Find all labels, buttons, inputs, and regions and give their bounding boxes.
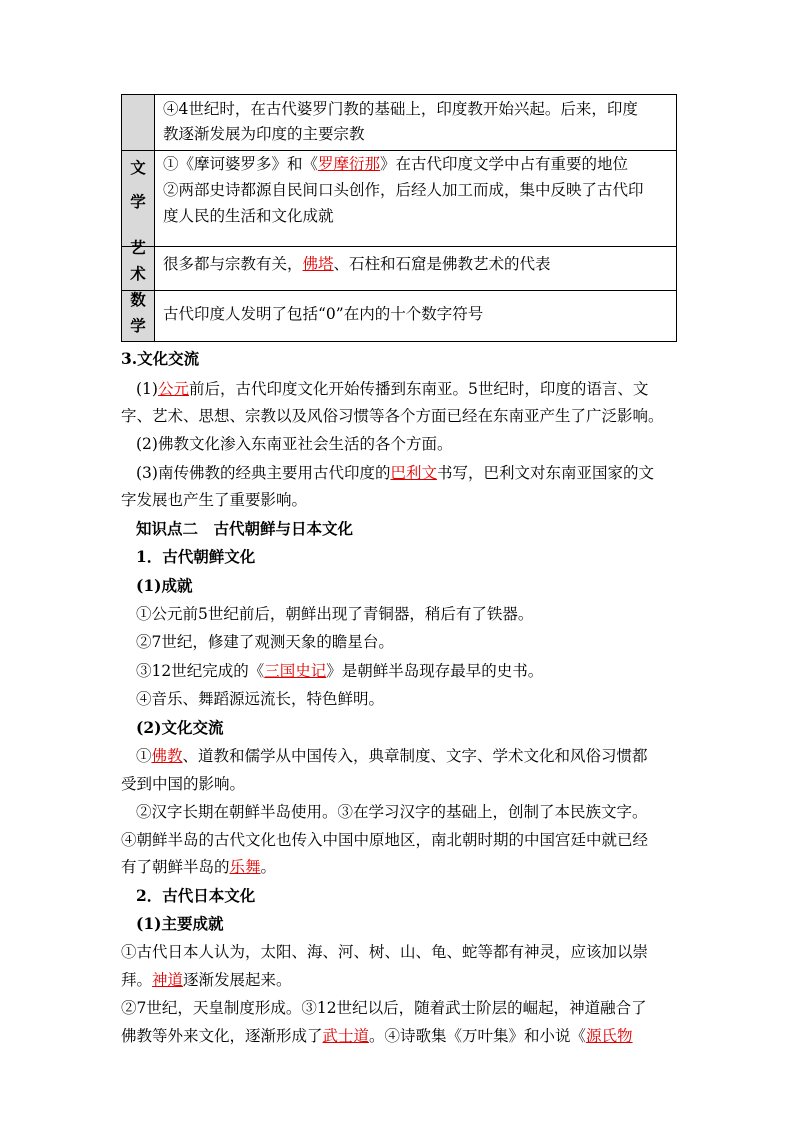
text-run: 佛教等外来文化，逐渐形成了 (121, 1027, 323, 1045)
section-heading (136, 718, 223, 738)
paragraph-line (121, 998, 647, 1018)
paragraph-line (121, 774, 245, 794)
paragraph-line (121, 942, 648, 962)
text-run: 2．古代日本文化 (136, 886, 256, 905)
text-run: 度人民的生活和文化成就 (163, 207, 334, 225)
section-heading (136, 576, 192, 596)
text-run: 字、艺术、思想、宗教以及风俗习惯等各个方面已经在东南亚产生了广泛影响。 (121, 407, 664, 425)
keyword-highlight: 武士道 (322, 1027, 370, 1045)
text-run: ②两部史诗都源自民间口头创作，后经人加工而成，集中反映了古代印 (163, 181, 644, 199)
paragraph-line (136, 434, 452, 454)
text-run: ④朝鲜半岛的古代文化也传入中国中原地区，南北朝时期的中国宫廷中就已经 (121, 831, 649, 849)
paragraph-line (121, 830, 648, 850)
paragraph-line (121, 1026, 633, 1046)
section-heading (121, 349, 199, 369)
text-run: 有了朝鲜半岛的 (121, 858, 230, 876)
table-header-cell (122, 95, 154, 150)
text-run: 1．古代朝鲜文化 (136, 547, 256, 566)
table-cell-line (163, 180, 644, 200)
text-run: ②7世纪，修建了观测天象的瞻星台。 (136, 633, 394, 651)
paragraph-line (121, 406, 664, 426)
paragraph-line (136, 632, 394, 652)
text-run: (1)成就 (136, 576, 193, 595)
table-border (676, 94, 677, 342)
paragraph-line (121, 857, 276, 877)
text-run: (2)佛教文化渗入东南亚社会生活的各个方面。 (136, 435, 453, 453)
section-heading (136, 519, 353, 539)
paragraph-line (136, 802, 648, 822)
text-run: 古代印度人发明了包括“0”在内的十个数字符号 (163, 305, 484, 323)
table-border (154, 94, 155, 342)
section-heading (136, 914, 223, 934)
keyword-highlight: 源氏物 (586, 1027, 633, 1045)
text-run: 拜。 (121, 971, 153, 989)
text-run: 书写，巴利文对东南亚国家的文 (436, 464, 654, 482)
table-cell-line (163, 254, 551, 274)
text-run: 、道教和儒学从中国传入，典章制度、文字、学术文化和风俗习惯都 (182, 747, 648, 765)
text-run: 知识点二 古代朝鲜与日本文化 (136, 519, 354, 538)
text-run: 》是朝鲜半岛现存最早的史书。 (326, 662, 544, 680)
paragraph-line (136, 689, 384, 709)
table-row-header: 学 (130, 316, 146, 335)
section-heading (136, 547, 255, 567)
text-run: 3.文化交流 (121, 349, 200, 368)
table-border (121, 150, 677, 151)
keyword-highlight: 罗摩衍那 (318, 155, 381, 173)
table-cell-line (163, 304, 483, 324)
keyword-highlight: 巴利文 (390, 464, 437, 482)
text-run: 、石柱和石窟是佛教艺术的代表 (333, 255, 551, 273)
table-border (121, 94, 677, 95)
text-run: 》在古代印度文学中占有重要的地位 (380, 155, 629, 173)
text-run: ②7世纪，天皇制度形成。③12世纪以后，随着武士阶层的崛起，神道融合了 (121, 999, 647, 1017)
text-run: 受到中国的影响。 (121, 775, 246, 793)
keyword-highlight: 公元 (157, 380, 189, 398)
paragraph-line (121, 970, 292, 990)
table-border (121, 341, 677, 342)
table-border (121, 246, 677, 247)
text-run: ①《摩诃婆罗多》和《 (163, 155, 319, 173)
table-cell-line (163, 99, 638, 119)
text-run: ①古代日本人认为，太阳、海、河、树、山、龟、蛇等都有神灵，应该加以崇 (121, 943, 649, 961)
table-row-header: 艺 (130, 238, 146, 257)
text-run: 。④诗歌集《万叶集》和小说《 (369, 1027, 587, 1045)
text-run: 字发展也产生了重要影响。 (121, 491, 308, 509)
paragraph-line (136, 661, 543, 681)
table-row-header: 文 (130, 158, 146, 177)
text-run: ③12世纪完成的《 (136, 662, 265, 680)
table-border (121, 290, 677, 291)
paragraph-line (136, 379, 648, 399)
text-run: 很多都与宗教有关， (163, 255, 303, 273)
text-run: (2)文化交流 (136, 718, 224, 737)
table-cell-line (163, 154, 628, 174)
text-run: ④音乐、舞蹈源远流长，特色鲜明。 (136, 690, 385, 708)
paragraph-line (136, 746, 648, 766)
table-cell-line (163, 124, 365, 144)
text-run: 教逐渐发展为印度的主要宗教 (163, 125, 365, 143)
keyword-highlight: 佛塔 (302, 255, 334, 273)
keyword-highlight: 三国史记 (264, 662, 327, 680)
table-row-header: 学 (130, 192, 146, 211)
table-row-header: 数 (130, 290, 146, 309)
section-heading (136, 886, 255, 906)
paragraph-line (136, 604, 533, 624)
culture-table (121, 94, 677, 342)
text-run: ②汉字长期在朝鲜半岛使用。③在学习汉字的基础上，创制了本民族文字。 (136, 803, 648, 821)
keyword-highlight: 神道 (152, 971, 184, 989)
text-run: 逐渐发展起来。 (183, 971, 292, 989)
text-run: ①公元前5世纪前后，朝鲜出现了青铜器，稍后有了铁器。 (136, 605, 534, 623)
paragraph-line (121, 490, 307, 510)
keyword-highlight: 佛教 (151, 747, 183, 765)
paragraph-line (136, 463, 654, 483)
text-run: ① (136, 747, 152, 765)
text-run: ④4世纪时，在古代婆罗门教的基础上，印度教开始兴起。后来，印度 (163, 100, 638, 118)
keyword-highlight: 乐舞 (229, 858, 261, 876)
table-row-header: 术 (130, 264, 146, 283)
table-cell-line (163, 206, 334, 226)
text-run: (1) (136, 380, 158, 398)
text-run: (3)南传佛教的经典主要用古代印度的 (136, 464, 391, 482)
text-run: 。 (260, 858, 277, 876)
text-run: (1)主要成就 (136, 914, 224, 933)
text-run: 前后，古代印度文化开始传播到东南亚。5世纪时，印度的语言、文 (188, 380, 649, 398)
